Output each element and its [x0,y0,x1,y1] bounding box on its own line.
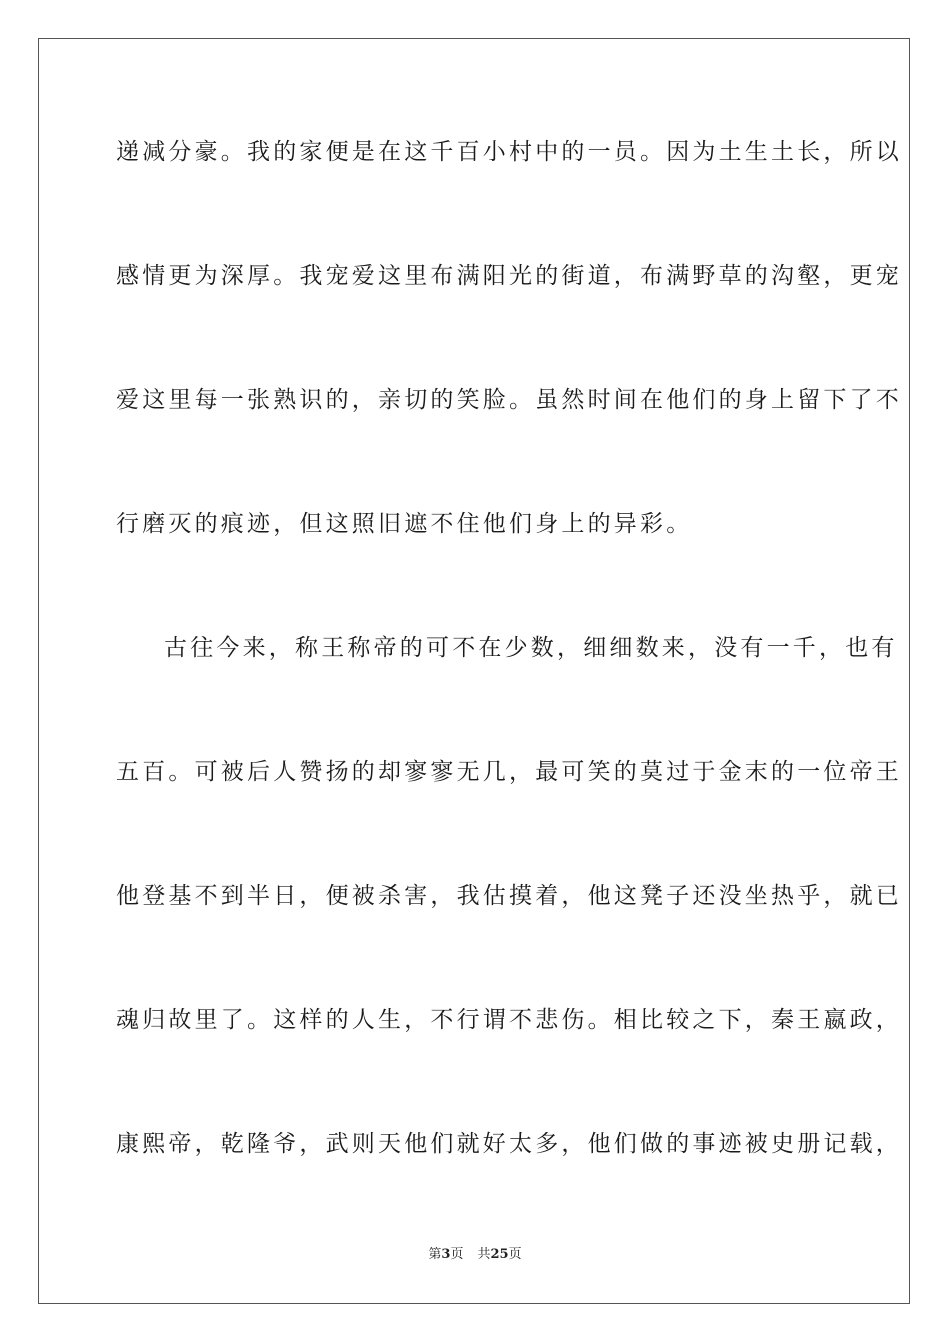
text-line: 感情更为深厚。我宠爱这里布满阳光的街道，布满野草的沟壑，更宠 [116,263,902,289]
text-line: 他登基不到半日，便被杀害，我估摸着，他这凳子还没坐热乎，就已 [116,883,902,909]
text-line: 康熙帝，乾隆爷，武则天他们就好太多，他们做的事迹被史册记载， [116,1131,902,1157]
page-suffix: 页 [450,1247,464,1262]
total-prefix: 共 [477,1247,491,1262]
total-pages: 25 [490,1247,509,1262]
text-line: 五百。可被后人赞扬的却寥寥无几，最可笑的莫过于金末的一位帝王 [116,759,902,785]
page-border [38,38,910,1304]
page-prefix: 第 [428,1247,442,1262]
text-line: 爱这里每一张熟识的，亲切的笑脸。虽然时间在他们的身上留下了不 [116,387,902,413]
text-line: 魂归故里了。这样的人生，不行谓不悲伤。相比较之下，秦王嬴政， [116,1007,902,1033]
page-footer [0,1246,950,1264]
text-line: 递减分豪。我的家便是在这千百小村中的一员。因为土生土长，所以 [116,139,902,165]
page-number: 3 [441,1247,451,1262]
text-line: 行磨灭的痕迹，但这照旧遮不住他们身上的异彩。 [116,511,693,537]
total-suffix: 页 [508,1247,522,1262]
paragraph-first-line: 古往今来，称王称帝的可不在少数，细细数来，没有一千，也有 [164,635,898,661]
